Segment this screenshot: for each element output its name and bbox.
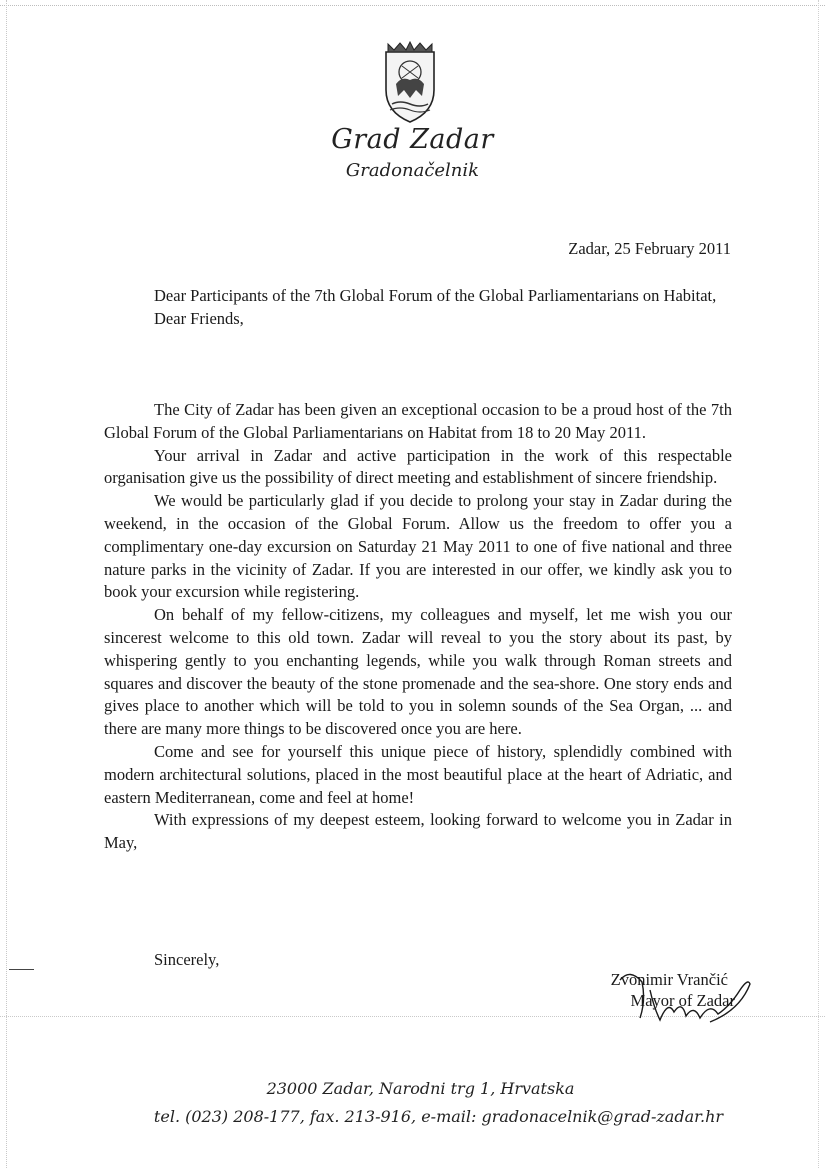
letter-body (104, 399, 732, 855)
body-paragraph: Come and see for yourself this unique piece of history, splendidly combined with modern architectural solutions, placed in the most beautiful place at the heart of Adriatic, and eastern Mediterranean, come and feel at home! (104, 741, 732, 807)
body-paragraph: Your arrival in Zadar and active participation in the work of this respectable organisation give us the possibility of direct meeting and establishment of sincere friendship. (104, 445, 732, 488)
footer-contact: tel. (023) 208-177, fax. 213-916, e-mail: gradonacelnik@grad-zadar.hr (153, 1107, 724, 1126)
body-paragraph: With expressions of my deepest esteem, looking forward to welcome you in Zadar in May, (104, 810, 732, 853)
letterhead-city: Grad Zadar (331, 124, 494, 155)
zadar-coat-of-arms-icon (380, 40, 440, 124)
signatory-title: Mayor of Zadar (630, 991, 735, 1010)
body-paragraph: The City of Zadar has been given an exceptional occasion to be a proud host of the 7th Global Forum of the Global Parliamentarians on Habitat from 18 to 20 May 2011. (104, 400, 732, 442)
scan-edge-top (0, 5, 825, 6)
letter-date: Zadar, 25 February 2011 (568, 239, 731, 258)
footer-address: 23000 Zadar, Narodni trg 1, Hrvatska (266, 1079, 575, 1098)
letterhead-office: Gradonačelnik (345, 160, 480, 181)
salutation: Dear Participants of the 7th Global Forum of the Global Parliamentarians on Habitat, Dear Friends, (154, 286, 717, 328)
margin-mark (9, 969, 34, 970)
body-paragraph: We would be particularly glad if you decide to prolong your stay in Zadar during the weekend, in the occasion of the Global Forum. Allow us the freedom to offer you a complimentary one-day excursion on Saturday 21 May 2011 to one of five national and three nature parks in the vicinity of Zadar. If you are interested in our offer, we kindly ask you to book your excursion while registering. (104, 491, 732, 602)
signatory-name: Zvonimir Vrančić (610, 970, 728, 989)
body-paragraph: On behalf of my fellow-citizens, my colleagues and myself, let me wish you our sincerest welcome to this old town. Zadar will reveal to you the story about its past, by whispering gently to you enchanting legends, while you walk through Roman streets and squares and discover the beauty of the stone promenade and the sea-shore. One story ends and gives place to another which will be told to you in solemn sounds of the Sea Organ, ... and there are many more things to be discovered once you are here. (104, 605, 732, 739)
closing: Sincerely, (154, 950, 220, 969)
